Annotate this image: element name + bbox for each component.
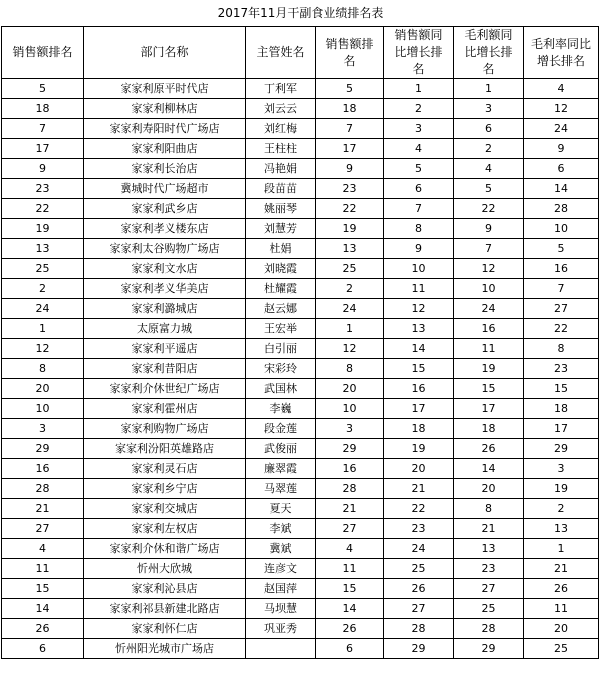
- cell-sales-rank-2[interactable]: 14: [316, 599, 384, 619]
- table-row: [2, 279, 599, 299]
- cell-sales-growth-rank[interactable]: 21: [384, 479, 454, 499]
- cell-gross-margin-growth-rank[interactable]: 5: [524, 239, 599, 259]
- cell-sales-rank-2[interactable]: 22: [316, 199, 384, 219]
- cell-sales-growth-rank[interactable]: 2: [384, 99, 454, 119]
- cell-gross-profit-growth-rank[interactable]: 3: [454, 99, 524, 119]
- table-row: [2, 239, 599, 259]
- cell-gross-margin-growth-rank[interactable]: 22: [524, 319, 599, 339]
- cell-sales-rank-2[interactable]: 16: [316, 459, 384, 479]
- header-sales-growth-rank[interactable]: 销售额同比增长排名: [384, 27, 454, 79]
- cell-sales-rank[interactable]: 3: [2, 419, 84, 439]
- cell-gross-margin-growth-rank[interactable]: 21: [524, 559, 599, 579]
- table-row: [2, 419, 599, 439]
- cell-sales-rank-2[interactable]: 15: [316, 579, 384, 599]
- cell-sales-rank[interactable]: 13: [2, 239, 84, 259]
- cell-sales-growth-rank[interactable]: 14: [384, 339, 454, 359]
- cell-department[interactable]: 家家利孝义楼东店: [84, 219, 246, 239]
- cell-sales-rank[interactable]: 16: [2, 459, 84, 479]
- cell-sales-growth-rank[interactable]: 15: [384, 359, 454, 379]
- cell-manager[interactable]: 赵国萍: [246, 579, 316, 599]
- cell-gross-margin-growth-rank[interactable]: 25: [524, 639, 599, 659]
- cell-sales-rank[interactable]: 8: [2, 359, 84, 379]
- cell-manager[interactable]: 马翠莲: [246, 479, 316, 499]
- cell-sales-growth-rank[interactable]: 13: [384, 319, 454, 339]
- cell-sales-rank[interactable]: 2: [2, 279, 84, 299]
- cell-sales-growth-rank[interactable]: 12: [384, 299, 454, 319]
- cell-gross-margin-growth-rank[interactable]: 19: [524, 479, 599, 499]
- cell-gross-profit-growth-rank[interactable]: 18: [454, 419, 524, 439]
- cell-sales-rank-2[interactable]: 11: [316, 559, 384, 579]
- cell-department[interactable]: 家家利原平时代店: [84, 79, 246, 99]
- cell-sales-rank-2[interactable]: 29: [316, 439, 384, 459]
- cell-department[interactable]: 家家利汾阳英雄路店: [84, 439, 246, 459]
- table-row: [2, 139, 599, 159]
- cell-sales-rank[interactable]: 14: [2, 599, 84, 619]
- cell-gross-profit-growth-rank[interactable]: 4: [454, 159, 524, 179]
- table-body: [2, 79, 599, 659]
- cell-gross-profit-growth-rank[interactable]: 10: [454, 279, 524, 299]
- cell-sales-rank-2[interactable]: 21: [316, 499, 384, 519]
- cell-sales-rank[interactable]: 26: [2, 619, 84, 639]
- cell-department[interactable]: 家家利文水店: [84, 259, 246, 279]
- cell-sales-rank-2[interactable]: 20: [316, 379, 384, 399]
- cell-gross-margin-growth-rank[interactable]: 18: [524, 399, 599, 419]
- cell-gross-profit-growth-rank[interactable]: 17: [454, 399, 524, 419]
- cell-manager[interactable]: 冯艳娟: [246, 159, 316, 179]
- cell-sales-rank-2[interactable]: 18: [316, 99, 384, 119]
- table-row: [2, 259, 599, 279]
- header-sales-rank[interactable]: 销售额排名: [2, 27, 84, 79]
- table-row: [2, 199, 599, 219]
- cell-gross-margin-growth-rank[interactable]: 4: [524, 79, 599, 99]
- cell-sales-rank-2[interactable]: 2: [316, 279, 384, 299]
- cell-gross-profit-growth-rank[interactable]: 9: [454, 219, 524, 239]
- cell-department[interactable]: 家家利灵石店: [84, 459, 246, 479]
- cell-sales-rank[interactable]: 28: [2, 479, 84, 499]
- cell-manager[interactable]: 李巍: [246, 399, 316, 419]
- cell-gross-margin-growth-rank[interactable]: 17: [524, 419, 599, 439]
- table-row: [2, 99, 599, 119]
- cell-sales-rank[interactable]: 17: [2, 139, 84, 159]
- cell-manager[interactable]: 段金莲: [246, 419, 316, 439]
- table-row: [2, 179, 599, 199]
- table-row: [2, 399, 599, 419]
- cell-sales-growth-rank[interactable]: 9: [384, 239, 454, 259]
- cell-sales-growth-rank[interactable]: 7: [384, 199, 454, 219]
- cell-manager[interactable]: 姚丽琴: [246, 199, 316, 219]
- cell-gross-profit-growth-rank[interactable]: 7: [454, 239, 524, 259]
- cell-gross-margin-growth-rank[interactable]: 20: [524, 619, 599, 639]
- cell-gross-margin-growth-rank[interactable]: 27: [524, 299, 599, 319]
- cell-sales-rank-2[interactable]: 12: [316, 339, 384, 359]
- cell-manager[interactable]: 刘晓霞: [246, 259, 316, 279]
- cell-sales-rank[interactable]: 22: [2, 199, 84, 219]
- cell-sales-rank[interactable]: 11: [2, 559, 84, 579]
- cell-gross-margin-growth-rank[interactable]: 15: [524, 379, 599, 399]
- cell-gross-margin-growth-rank[interactable]: 13: [524, 519, 599, 539]
- table-row: [2, 539, 599, 559]
- cell-sales-rank-2[interactable]: 8: [316, 359, 384, 379]
- cell-gross-profit-growth-rank[interactable]: 24: [454, 299, 524, 319]
- cell-department[interactable]: 家家利寿阳时代广场店: [84, 119, 246, 139]
- cell-sales-rank-2[interactable]: 28: [316, 479, 384, 499]
- cell-department[interactable]: 家家利长治店: [84, 159, 246, 179]
- cell-gross-profit-growth-rank[interactable]: 28: [454, 619, 524, 639]
- cell-sales-growth-rank[interactable]: 17: [384, 399, 454, 419]
- cell-gross-profit-growth-rank[interactable]: 29: [454, 639, 524, 659]
- cell-gross-profit-growth-rank[interactable]: 16: [454, 319, 524, 339]
- cell-gross-profit-growth-rank[interactable]: 5: [454, 179, 524, 199]
- cell-manager[interactable]: 刘红梅: [246, 119, 316, 139]
- cell-gross-profit-growth-rank[interactable]: 19: [454, 359, 524, 379]
- cell-sales-rank[interactable]: 25: [2, 259, 84, 279]
- cell-sales-rank[interactable]: 12: [2, 339, 84, 359]
- cell-sales-rank[interactable]: 23: [2, 179, 84, 199]
- table-row: [2, 519, 599, 539]
- cell-sales-rank[interactable]: 19: [2, 219, 84, 239]
- table-row: [2, 219, 599, 239]
- cell-gross-margin-growth-rank[interactable]: 10: [524, 219, 599, 239]
- cell-department[interactable]: 家家利左权店: [84, 519, 246, 539]
- table-row: [2, 479, 599, 499]
- cell-manager[interactable]: 巩亚秀: [246, 619, 316, 639]
- cell-gross-profit-growth-rank[interactable]: 8: [454, 499, 524, 519]
- cell-department[interactable]: 太原富力城: [84, 319, 246, 339]
- cell-department[interactable]: 家家利购物广场店: [84, 419, 246, 439]
- cell-sales-growth-rank[interactable]: 26: [384, 579, 454, 599]
- cell-gross-profit-growth-rank[interactable]: 26: [454, 439, 524, 459]
- cell-manager[interactable]: 王柱柱: [246, 139, 316, 159]
- table-row: [2, 619, 599, 639]
- cell-department[interactable]: 家家利潞城店: [84, 299, 246, 319]
- cell-department[interactable]: 家家利怀仁店: [84, 619, 246, 639]
- cell-sales-growth-rank[interactable]: 23: [384, 519, 454, 539]
- cell-gross-margin-growth-rank[interactable]: 8: [524, 339, 599, 359]
- table-row: [2, 319, 599, 339]
- cell-sales-growth-rank[interactable]: 11: [384, 279, 454, 299]
- cell-department[interactable]: 家家利武乡店: [84, 199, 246, 219]
- cell-gross-margin-growth-rank[interactable]: 7: [524, 279, 599, 299]
- cell-gross-profit-growth-rank[interactable]: 15: [454, 379, 524, 399]
- header-sales-rank-2[interactable]: 销售额排名: [316, 27, 384, 79]
- cell-manager[interactable]: 王宏举: [246, 319, 316, 339]
- header-gross-profit-growth-rank[interactable]: 毛利额同比增长排名: [454, 27, 524, 79]
- cell-gross-profit-growth-rank[interactable]: 6: [454, 119, 524, 139]
- table-row: [2, 439, 599, 459]
- cell-department[interactable]: 家家利昔阳店: [84, 359, 246, 379]
- cell-gross-margin-growth-rank[interactable]: 2: [524, 499, 599, 519]
- cell-sales-growth-rank[interactable]: 28: [384, 619, 454, 639]
- cell-manager[interactable]: 夏天: [246, 499, 316, 519]
- cell-department[interactable]: 家家利柳林店: [84, 99, 246, 119]
- cell-department[interactable]: 家家利孝义华美店: [84, 279, 246, 299]
- cell-sales-rank-2[interactable]: 23: [316, 179, 384, 199]
- cell-gross-profit-growth-rank[interactable]: 14: [454, 459, 524, 479]
- cell-manager[interactable]: 冀斌: [246, 539, 316, 559]
- cell-gross-margin-growth-rank[interactable]: 28: [524, 199, 599, 219]
- cell-manager[interactable]: 杜娟: [246, 239, 316, 259]
- cell-sales-rank[interactable]: 15: [2, 579, 84, 599]
- table-row: [2, 639, 599, 659]
- cell-sales-rank-2[interactable]: 13: [316, 239, 384, 259]
- cell-department[interactable]: 家家利乡宁店: [84, 479, 246, 499]
- cell-sales-growth-rank[interactable]: 18: [384, 419, 454, 439]
- table-row: [2, 159, 599, 179]
- cell-department[interactable]: 冀城时代广场超市: [84, 179, 246, 199]
- cell-sales-rank-2[interactable]: 5: [316, 79, 384, 99]
- cell-gross-profit-growth-rank[interactable]: 11: [454, 339, 524, 359]
- table-row: [2, 379, 599, 399]
- header-gross-margin-growth-rank[interactable]: 毛利率同比增长排名: [524, 27, 599, 79]
- cell-sales-rank[interactable]: 29: [2, 439, 84, 459]
- cell-manager[interactable]: 刘慧芳: [246, 219, 316, 239]
- cell-sales-rank[interactable]: 9: [2, 159, 84, 179]
- cell-gross-margin-growth-rank[interactable]: 14: [524, 179, 599, 199]
- cell-sales-growth-rank[interactable]: 27: [384, 599, 454, 619]
- cell-sales-rank-2[interactable]: 10: [316, 399, 384, 419]
- cell-sales-growth-rank[interactable]: 8: [384, 219, 454, 239]
- cell-sales-rank-2[interactable]: 6: [316, 639, 384, 659]
- cell-department[interactable]: 家家利介休和谐广场店: [84, 539, 246, 559]
- cell-sales-rank[interactable]: 27: [2, 519, 84, 539]
- cell-sales-rank[interactable]: 5: [2, 79, 84, 99]
- cell-manager[interactable]: 马坝慧: [246, 599, 316, 619]
- cell-sales-rank-2[interactable]: 3: [316, 419, 384, 439]
- cell-gross-margin-growth-rank[interactable]: 26: [524, 579, 599, 599]
- cell-manager[interactable]: 赵云娜: [246, 299, 316, 319]
- cell-sales-growth-rank[interactable]: 6: [384, 179, 454, 199]
- cell-sales-rank-2[interactable]: 7: [316, 119, 384, 139]
- cell-gross-margin-growth-rank[interactable]: 3: [524, 459, 599, 479]
- cell-gross-profit-growth-rank[interactable]: 1: [454, 79, 524, 99]
- cell-manager[interactable]: 武国林: [246, 379, 316, 399]
- cell-gross-profit-growth-rank[interactable]: 23: [454, 559, 524, 579]
- cell-sales-rank-2[interactable]: 27: [316, 519, 384, 539]
- cell-sales-rank[interactable]: 10: [2, 399, 84, 419]
- cell-manager[interactable]: 廉翠霞: [246, 459, 316, 479]
- cell-gross-margin-growth-rank[interactable]: 24: [524, 119, 599, 139]
- cell-sales-rank-2[interactable]: 26: [316, 619, 384, 639]
- cell-manager[interactable]: 刘云云: [246, 99, 316, 119]
- cell-department[interactable]: 家家利霍州店: [84, 399, 246, 419]
- cell-sales-rank-2[interactable]: 17: [316, 139, 384, 159]
- cell-sales-growth-rank[interactable]: 5: [384, 159, 454, 179]
- table-row: [2, 79, 599, 99]
- cell-department[interactable]: 家家利平遥店: [84, 339, 246, 359]
- cell-manager[interactable]: [246, 639, 316, 659]
- cell-gross-profit-growth-rank[interactable]: 2: [454, 139, 524, 159]
- cell-sales-rank-2[interactable]: 1: [316, 319, 384, 339]
- cell-sales-growth-rank[interactable]: 10: [384, 259, 454, 279]
- table-row: [2, 299, 599, 319]
- cell-manager[interactable]: 连彦文: [246, 559, 316, 579]
- cell-sales-growth-rank[interactable]: 4: [384, 139, 454, 159]
- table-row: [2, 119, 599, 139]
- header-row: [2, 27, 599, 79]
- cell-sales-growth-rank[interactable]: 20: [384, 459, 454, 479]
- cell-gross-margin-growth-rank[interactable]: 29: [524, 439, 599, 459]
- cell-gross-profit-growth-rank[interactable]: 25: [454, 599, 524, 619]
- cell-department[interactable]: 家家利阳曲店: [84, 139, 246, 159]
- cell-sales-rank-2[interactable]: 24: [316, 299, 384, 319]
- cell-sales-rank[interactable]: 21: [2, 499, 84, 519]
- cell-manager[interactable]: 李斌: [246, 519, 316, 539]
- cell-department[interactable]: 家家利祁县新建北路店: [84, 599, 246, 619]
- cell-gross-margin-growth-rank[interactable]: 6: [524, 159, 599, 179]
- cell-gross-profit-growth-rank[interactable]: 27: [454, 579, 524, 599]
- ranking-table: [1, 26, 599, 659]
- cell-sales-rank[interactable]: 1: [2, 319, 84, 339]
- cell-manager[interactable]: 丁利军: [246, 79, 316, 99]
- cell-gross-margin-growth-rank[interactable]: 11: [524, 599, 599, 619]
- table-row: [2, 359, 599, 379]
- cell-sales-growth-rank[interactable]: 16: [384, 379, 454, 399]
- table-row: [2, 599, 599, 619]
- cell-sales-growth-rank[interactable]: 24: [384, 539, 454, 559]
- cell-sales-growth-rank[interactable]: 22: [384, 499, 454, 519]
- table-row: [2, 579, 599, 599]
- cell-gross-profit-growth-rank[interactable]: 22: [454, 199, 524, 219]
- header-manager[interactable]: 主管姓名: [246, 27, 316, 79]
- cell-gross-profit-growth-rank[interactable]: 13: [454, 539, 524, 559]
- cell-department[interactable]: 家家利太谷购物广场店: [84, 239, 246, 259]
- cell-sales-growth-rank[interactable]: 25: [384, 559, 454, 579]
- header-department[interactable]: 部门名称: [84, 27, 246, 79]
- cell-manager[interactable]: 段苗苗: [246, 179, 316, 199]
- cell-sales-rank-2[interactable]: 25: [316, 259, 384, 279]
- cell-sales-rank[interactable]: 7: [2, 119, 84, 139]
- cell-manager[interactable]: 白引丽: [246, 339, 316, 359]
- cell-gross-profit-growth-rank[interactable]: 21: [454, 519, 524, 539]
- cell-gross-margin-growth-rank[interactable]: 12: [524, 99, 599, 119]
- cell-sales-rank[interactable]: 24: [2, 299, 84, 319]
- cell-manager[interactable]: 武俊丽: [246, 439, 316, 459]
- table-row: [2, 459, 599, 479]
- cell-gross-profit-growth-rank[interactable]: 20: [454, 479, 524, 499]
- cell-gross-margin-growth-rank[interactable]: 16: [524, 259, 599, 279]
- cell-department[interactable]: 家家利介休世纪广场店: [84, 379, 246, 399]
- cell-manager[interactable]: 杜耀霞: [246, 279, 316, 299]
- cell-sales-growth-rank[interactable]: 29: [384, 639, 454, 659]
- cell-gross-margin-growth-rank[interactable]: 23: [524, 359, 599, 379]
- cell-department[interactable]: 忻州大欣城: [84, 559, 246, 579]
- cell-sales-rank-2[interactable]: 9: [316, 159, 384, 179]
- cell-sales-rank[interactable]: 18: [2, 99, 84, 119]
- cell-department[interactable]: 家家利沁县店: [84, 579, 246, 599]
- cell-sales-rank[interactable]: 4: [2, 539, 84, 559]
- table-row: [2, 499, 599, 519]
- table-title: 2017年11月干副食业绩排名表: [217, 6, 384, 20]
- cell-sales-growth-rank[interactable]: 1: [384, 79, 454, 99]
- cell-sales-growth-rank[interactable]: 19: [384, 439, 454, 459]
- cell-sales-rank[interactable]: 6: [2, 639, 84, 659]
- cell-department[interactable]: 家家利交城店: [84, 499, 246, 519]
- cell-sales-rank-2[interactable]: 4: [316, 539, 384, 559]
- table-row: [2, 339, 599, 359]
- cell-gross-margin-growth-rank[interactable]: 9: [524, 139, 599, 159]
- table-row: [2, 559, 599, 579]
- cell-sales-rank-2[interactable]: 19: [316, 219, 384, 239]
- cell-gross-profit-growth-rank[interactable]: 12: [454, 259, 524, 279]
- cell-sales-rank[interactable]: 20: [2, 379, 84, 399]
- cell-manager[interactable]: 宋彩玲: [246, 359, 316, 379]
- cell-department[interactable]: 忻州阳光城市广场店: [84, 639, 246, 659]
- cell-gross-margin-growth-rank[interactable]: 1: [524, 539, 599, 559]
- cell-sales-growth-rank[interactable]: 3: [384, 119, 454, 139]
